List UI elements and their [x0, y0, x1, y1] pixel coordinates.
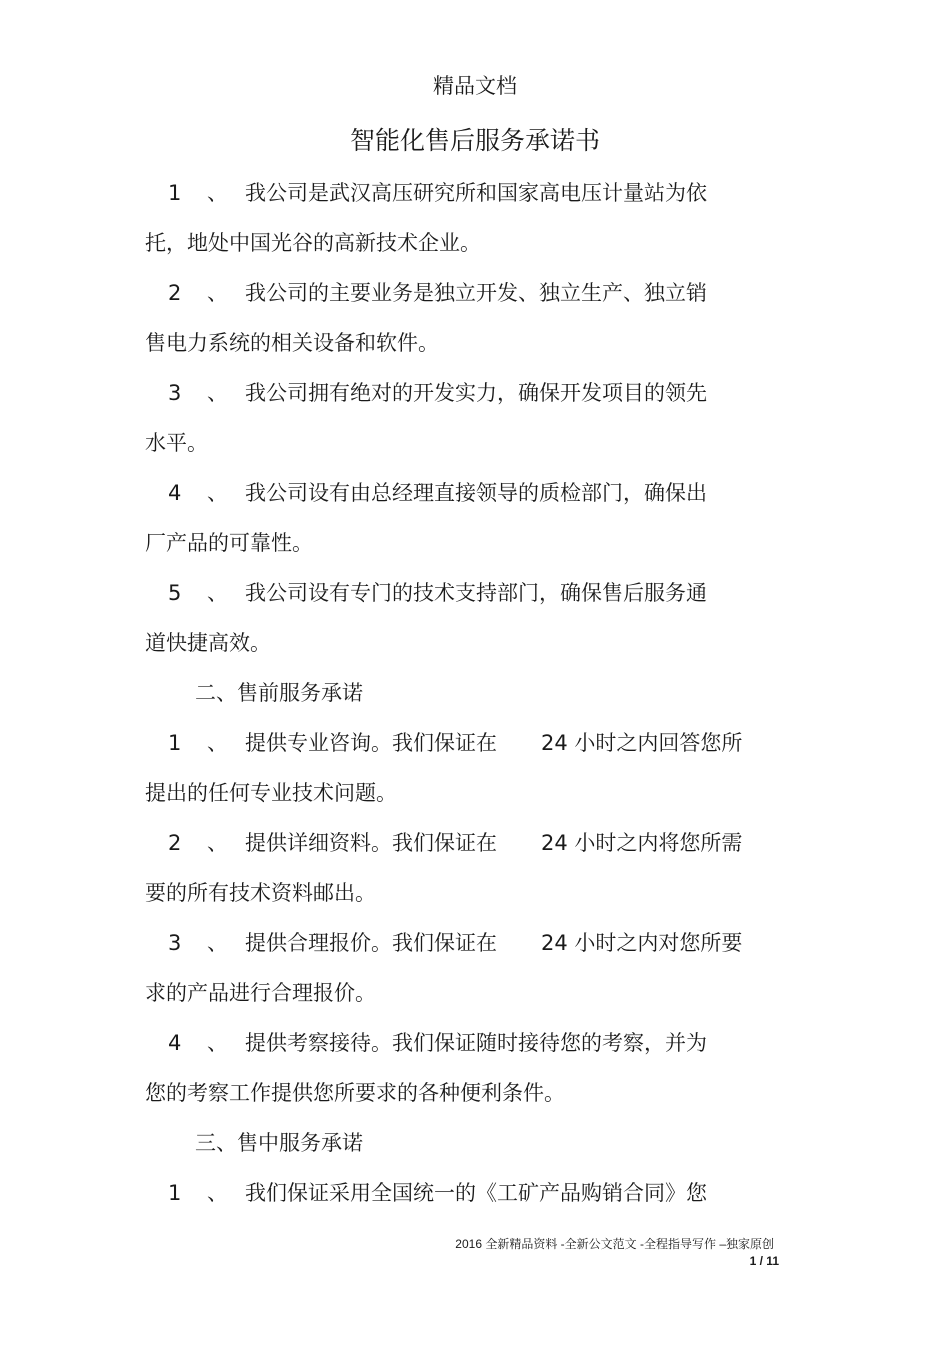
- item-text: 提供考察接待。我们保证随时接待您的考察，并为: [245, 1031, 707, 1055]
- item-separator: 、: [207, 481, 228, 505]
- item-text: 我们保证采用全国统一的《工矿产品购销合同》您: [245, 1181, 707, 1205]
- item-text-continued: 提出的任何专业技术问题。: [145, 781, 397, 805]
- item-text: 我公司是武汉高压研究所和国家高电压计量站为依: [245, 181, 707, 205]
- item-text-continued: 售电力系统的相关设备和软件。: [145, 331, 439, 355]
- page-number: 1 / 11: [749, 1254, 779, 1268]
- item-text-continued: 道快捷高效。: [145, 631, 271, 655]
- item-number: 3: [168, 381, 182, 405]
- item-text: 提供详细资料。我们保证在 24 小时之内将您所需: [245, 831, 743, 855]
- item-text: 我公司的主要业务是独立开发、独立生产、独立销: [245, 281, 707, 305]
- item-separator: 、: [207, 831, 228, 855]
- item-number: 5: [168, 581, 182, 605]
- item-number: 3: [168, 931, 182, 955]
- item-number: 1: [168, 181, 182, 205]
- item-text-continued: 水平。: [145, 431, 208, 455]
- item-number: 4: [168, 481, 182, 505]
- item-text-continued: 托，地处中国光谷的高新技术企业。: [145, 231, 481, 255]
- item-number: 2: [168, 281, 182, 305]
- item-text: 我公司设有专门的技术支持部门，确保售后服务通: [245, 581, 707, 605]
- item-separator: 、: [207, 731, 228, 755]
- item-text: 我公司拥有绝对的开发实力，确保开发项目的领先: [245, 381, 707, 405]
- page-header: 精品文档: [433, 74, 517, 98]
- section-heading-in-sales: 三、售中服务承诺: [195, 1131, 363, 1155]
- item-separator: 、: [207, 381, 228, 405]
- item-number: 1: [168, 1181, 182, 1205]
- item-text-continued: 求的产品进行合理报价。: [145, 981, 376, 1005]
- section-heading-pre-sales: 二、售前服务承诺: [195, 681, 363, 705]
- item-separator: 、: [207, 281, 228, 305]
- item-text-continued: 要的所有技术资料邮出。: [145, 881, 376, 905]
- document-title: 智能化售后服务承诺书: [349, 126, 600, 155]
- item-separator: 、: [207, 181, 228, 205]
- item-text: 提供合理报价。我们保证在 24 小时之内对您所要: [245, 931, 743, 955]
- item-separator: 、: [207, 1031, 228, 1055]
- item-text-continued: 您的考察工作提供您所要求的各种便利条件。: [145, 1081, 565, 1105]
- item-number: 4: [168, 1031, 182, 1055]
- item-separator: 、: [207, 931, 228, 955]
- item-separator: 、: [207, 581, 228, 605]
- item-number: 2: [168, 831, 182, 855]
- item-text: 提供专业咨询。我们保证在 24 小时之内回答您所: [245, 731, 743, 755]
- item-text: 我公司设有由总经理直接领导的质检部门，确保出: [245, 481, 707, 505]
- page-footer-note: 2016 全新精品资料 -全新公文范文 -全程指导写作 –独家原创: [455, 1237, 774, 1251]
- item-text-continued: 厂产品的可靠性。: [145, 531, 313, 555]
- item-number: 1: [168, 731, 182, 755]
- item-separator: 、: [207, 1181, 228, 1205]
